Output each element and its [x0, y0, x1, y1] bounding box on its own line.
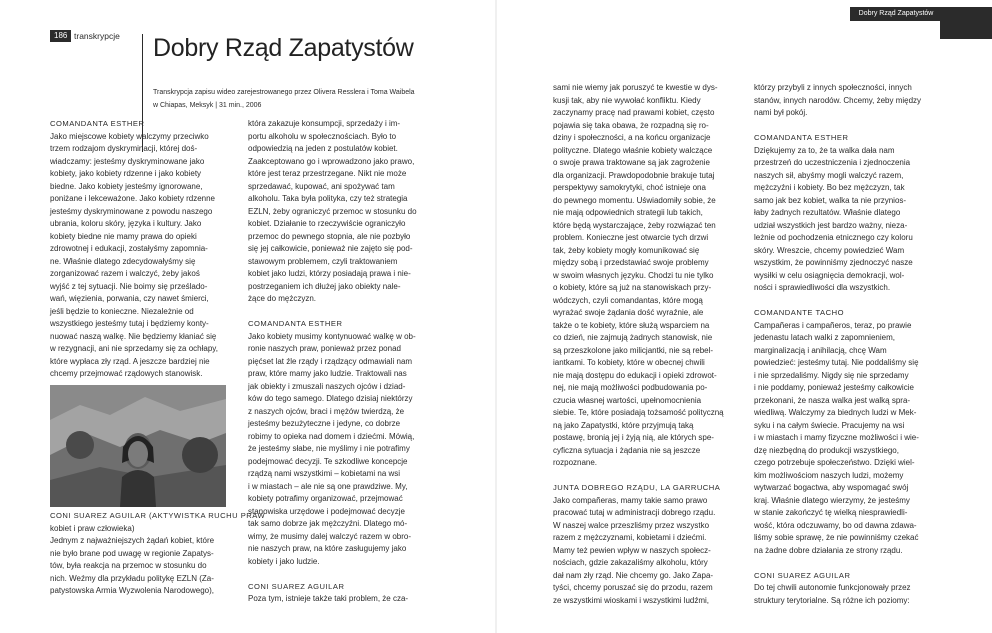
text-line: wość, która odczuwamy, bo od dawna zdawa-: [754, 520, 917, 530]
text-line: udział wszystkich jest bardzo ważny, nieza-: [754, 220, 908, 230]
text-column-3: [553, 82, 743, 607]
text-line: jesteśmy bezużyteczne i jedyne, co dobrze: [248, 419, 401, 428]
text-line: Mamy też pewien wpływ w naszych społecz-: [553, 545, 711, 555]
speaker-name: COMANDANTA ESTHER: [50, 119, 145, 128]
text-line: samo jak bez kobiet, walka ta nie przynios-: [754, 195, 907, 205]
paragraph-gap: [553, 470, 743, 483]
text-line: tak samo dobrze jak mężczyźni. Dlatego mó-: [248, 519, 408, 528]
text-line: nie było brane pod uwagę w regionie Zapatys-: [50, 548, 214, 558]
text-line: ronie naszych praw, ponieważ przez ponad: [248, 344, 401, 353]
text-line: stanów, innych narodów. Chcemy, żeby między: [754, 95, 922, 105]
text-line: stawowym problemem, czyli traktowaniem: [248, 256, 398, 266]
paragraph-gap: [754, 295, 944, 308]
text-line: postrzeganiem ich dłużej jako obiekty nale-: [248, 281, 401, 291]
text-line: rozpoznane.: [553, 458, 598, 467]
text-line: cyficzna sytuacja i żądania nie są jeszcze: [553, 445, 701, 455]
text-line: wań, więzienia, porwania, czy nawet śmierci,: [50, 294, 209, 303]
text-line: wyrażać swoje żądania dość wyraźnie, ale: [553, 308, 704, 317]
text-line: w stanie zakończyć tę wielką niesprawiedli-: [754, 508, 908, 517]
text-line: zorganizować razem i walczyć, żeby jakoś: [50, 269, 200, 278]
page-gutter: [495, 0, 497, 633]
text-line: nie mają dostępu do edukacji i opieki zdrowot-: [553, 370, 717, 380]
section-name: transkrypcje: [74, 31, 120, 41]
text-line: się jej całkowicie, ponieważ nie zajęto się pod-: [248, 244, 413, 253]
text-line: ze wszystkimi wioskami i wszystkimi ludźmi,: [553, 595, 710, 605]
text-column-4: [754, 82, 944, 607]
text-line: nościach, gdzie zakazaliśmy alkoholu, który: [553, 558, 708, 567]
text-line: są przeszkolone jako milicjantki, nie są rebel-: [553, 345, 714, 355]
text-line: z naszych ojców, braci i mężów twierdzą, że: [248, 406, 405, 416]
text-line: do pewnego momentu. Uświadomiły sobie, że: [553, 195, 716, 205]
text-line: ków do tego samego. Dlatego dzisiaj niektórzy: [248, 394, 413, 403]
text-line: tów, była reakcja na przemoc w stosunku do: [50, 561, 207, 570]
text-line: czego potrzebuje społeczeństwo. Dzięki wiel-: [754, 458, 915, 467]
text-line: mężczyźni i kobiety. Bo bez mężczyzn, tak: [754, 183, 905, 192]
text-line: które wypłaca zły rząd. A jeszcze bardziej nie: [50, 356, 210, 366]
text-line: na żadne dobre działania ze strony rządu.: [754, 545, 903, 555]
text-line: kobiet i praw człowieka): [50, 523, 135, 533]
text-line: i w miastach – ale nie są one prawdziwe. My,: [248, 481, 408, 491]
text-line: biedne. Jako kobiety jesteśmy ignorowane,: [50, 181, 203, 191]
paragraph-gap: [754, 557, 944, 570]
text-line: zdrowotnej i edukacji, zostałyśmy zapomnia-: [50, 244, 208, 253]
text-line: kobiet. Działanie to rzeczywiście ograniczyło: [248, 219, 406, 228]
text-line: o swoje prawa traktowane są jak zagrożenie: [553, 158, 710, 167]
text-line: tak, żeby kobiety mogły komunikować się: [553, 245, 700, 255]
text-column-1-bottom: [50, 510, 266, 598]
photo-woman-portrait-icon: [50, 385, 226, 507]
text-line: sami nie wiemy jak poruszyć te kwestie w dys-: [553, 83, 718, 92]
text-line: odpowiedzią na jeden z postulatów kobiet.: [248, 144, 398, 153]
text-line: portu alkoholu w społecznościach. Było to: [248, 131, 397, 141]
text-line: Dziękujemy za to, że ta walka dała nam: [754, 145, 895, 155]
text-line: patystowska Armia Wyzwolenia Narodowego),: [50, 586, 214, 595]
text-line: razem z mężczyznami, kobietami i dziećmi.: [553, 533, 707, 542]
text-line: syku i na całym świecie. Pracujemy na wsi: [754, 420, 905, 430]
text-line: siebie. Te, które posiadają tożsamość polityczną: [553, 408, 724, 417]
text-line: nie naszych praw, na które zasługujemy jako: [248, 544, 407, 553]
text-line: dziny i społeczności, a na końcu organizacje: [553, 133, 711, 142]
text-line: robimy to opieka nad domem i dziećmi. Mówią,: [248, 431, 415, 441]
text-line: co dzień, nie zajmują żadnych stanowisk, nie: [553, 333, 713, 342]
text-line: wszystkiego jesteśmy tutaj i będziemy konty-: [50, 319, 209, 328]
portrait-photo: [50, 385, 226, 507]
page-tab: [940, 7, 992, 39]
text-line: podejmować decyzji. Te szkodliwe koncepcje: [248, 456, 408, 466]
text-line: ubrania, koloru skóry, języka i kultury. Jako: [50, 219, 202, 228]
speaker-name: CONI SUAREZ AGUILAR: [754, 570, 851, 580]
text-line: iantkami. To kobiety, które w obecnej chwili: [553, 358, 705, 367]
paragraph-gap: [248, 306, 438, 319]
text-line: kobiet jako ludzi, którzy posiadają prawa i nie-: [248, 269, 411, 278]
text-line: przekonani, że nasza walka jest walką spra-: [754, 395, 911, 405]
text-line: kusji tak, aby nie wywołać konfliktu. Kiedy: [553, 95, 701, 105]
text-line: Do tej chwili autonomie funkcjonowały przez: [754, 583, 911, 592]
text-line: nie mają odpowiednich strategii lub takich,: [553, 208, 703, 217]
speaker-name: COMANDANTA ESTHER: [754, 133, 849, 142]
text-column-1: [50, 118, 238, 381]
text-line: kraj. Właśnie dlatego wierzymy, że jesteśmy: [754, 495, 910, 505]
text-line: w swoim własnych języku. Chodzi tu nie tylko: [553, 270, 714, 280]
paragraph-gap: [754, 120, 944, 133]
running-head: Dobry Rząd Zapatystów: [850, 7, 942, 21]
text-line: jeśli będzie to konieczne. Niezależnie od: [50, 306, 194, 316]
text-line: postawę, bronią jej i żyją nią, ale których spe-: [553, 433, 714, 442]
text-line: poniżane i lekceważone. Jako kobiety rdzenne: [50, 194, 215, 203]
text-line: polityczne. Dlatego właśnie kobiety walczące: [553, 145, 713, 155]
text-line: chcemy przejmować rządowych stanowisk.: [50, 369, 203, 378]
text-line: rządzą nami wszystkimi – kobietami na wsi: [248, 469, 401, 478]
text-line: nami był pokój.: [754, 108, 808, 117]
text-line: EZLN, żeby ograniczyć przemoc w stosunku do: [248, 206, 417, 216]
text-line: między sobą i przedstawiać swoje problemy: [553, 258, 709, 267]
speaker-name: COMANDANTE TACHO: [754, 308, 844, 317]
text-line: kim możliwościom naszych ludzi, możemy: [754, 470, 904, 480]
text-line: które będą wystarczające, żeby rozwiązać ten: [553, 220, 716, 230]
text-line: tyści, chcemy poruszać się do przodu, razem: [553, 583, 713, 592]
text-line: dla organizacji. Prawdopodobnie brakuje tutaj: [553, 170, 715, 180]
text-line: kobiety potrafimy organizować, przejmować: [248, 494, 403, 503]
text-line: czucia własnej wartości, upełnomocnienia: [553, 395, 702, 405]
text-line: żące do mężczyzn.: [248, 294, 317, 303]
text-line: ną jako Zapatystki, które przyjmują taką: [553, 420, 694, 430]
text-line: wiedliwą. Walczymy za biednych ludzi w Mek-: [754, 408, 917, 417]
text-line: Jako kobiety musimy kontynuować walkę w ob-: [248, 331, 416, 341]
text-line: pojawia się taka obawa, że rozpadną się ro-: [553, 120, 709, 130]
page-number: 186: [50, 30, 71, 42]
text-line: zaczynamy pracę nad prawami kobiet, często: [553, 108, 715, 117]
text-line: naszych sił, abyśmy mogli walczyć razem,: [754, 170, 904, 180]
text-line: stanowiska urzędowe i podejmować decyzje: [248, 506, 405, 516]
text-line: Jednym z najważniejszych żądań kobiet, które: [50, 536, 215, 545]
text-line: o kobiety, które są już na stanowiskach przy-: [553, 283, 712, 292]
text-line: Jako miejscowe kobiety walczymy przeciwko: [50, 131, 209, 141]
speaker-name: CONI SUAREZ AGUILAR: [248, 581, 345, 591]
speaker-name: COMANDANTA ESTHER: [248, 319, 343, 328]
text-line: nej, nie mają możliwości podbudowania po-: [553, 383, 708, 392]
intro-line: Transkrypcja zapisu wideo zarejestrowanego przez Olivera Resslera i Toma Waibela: [153, 89, 415, 96]
text-line: w rezygnacji, ani nie sprzedamy się za ochłapy,: [50, 344, 218, 353]
text-line: dzę niezbędną do produkcji wszystkiego,: [754, 445, 899, 455]
speaker-name: CONI SUAREZ AGUILAR (AKTYWISTKA RUCHU PRAW: [50, 511, 266, 520]
text-line: sprzedawać, kupować, ani spożywać tam: [248, 181, 395, 191]
text-line: alkoholu. Taka była polityka, czy też strategia: [248, 194, 408, 203]
text-line: ności i sprawiedliwości dla wszystkich.: [754, 283, 891, 292]
text-line: pracować tutaj w administracji dobrego rządu.: [553, 508, 716, 517]
text-line: struktury terytorialne. Są różne ich poziomy:: [754, 595, 910, 605]
intro-text: [153, 87, 443, 112]
text-line: Jako compañeras, mamy takie samo prawo: [553, 495, 708, 505]
text-line: i nie poddamy, ponieważ jesteśmy całkowicie: [754, 383, 914, 392]
text-column-2: [248, 118, 438, 606]
text-line: przestrzeń do uczestniczenia i zjednoczenia: [754, 158, 911, 167]
text-line: leżnie od pochodzenia etnicznego czy koloru: [754, 233, 913, 242]
text-line: praw, które mamy jako ludzie. Traktowali nas: [248, 369, 407, 378]
text-line: że jesteśmy słabe, nie myślimy i nie potrafimy: [248, 444, 410, 453]
text-line: marginalizacją i anihilacją, chcę Wam: [754, 345, 887, 355]
paragraph-gap: [248, 568, 438, 581]
text-line: łaby żadnych rezultatów. Właśnie dlatego: [754, 208, 901, 217]
text-line: wiadczamy: jesteśmy dyskryminowane jako: [50, 156, 205, 166]
text-line: Zaakceptowano go i wprowadzono jako prawo,: [248, 156, 415, 166]
text-line: skóry. Wreszcie, chcemy powiedzieć Wam: [754, 245, 905, 255]
text-line: dał nam zły rząd. Nie chcemy go. Jako Zapa-: [553, 570, 714, 580]
text-line: jesteśmy dyskryminowane z powodu naszego: [50, 206, 213, 216]
text-line: kobiety, jako kobiety rdzenne i jako kobiety: [50, 169, 202, 178]
text-line: nich. Weźmy dla przykładu politykę EZLN (Za-: [50, 573, 214, 583]
text-line: trzem rodzajom dyskryminacji, której doś-: [50, 144, 198, 153]
text-line: także o te kobiety, które służą wsparciem na: [553, 320, 710, 330]
text-line: ne. Właśnie dlatego zdecydowałyśmy się: [50, 256, 196, 266]
text-line: nuować naszą walkę. Nie będziemy kłaniać się: [50, 331, 217, 341]
text-line: W naszej walce przeszliśmy przez wszystko: [553, 520, 710, 530]
text-line: wysiłki w celu osiągnięcia demokracji, wol-: [754, 270, 905, 280]
speaker-name: JUNTA DOBREGO RZĄDU, LA GARRUCHA: [553, 483, 721, 492]
text-line: perspektywy samokrytyki, choć istnieje ona: [553, 183, 706, 192]
text-line: wimy, że musimy dalej walczyć razem w obro-: [248, 531, 411, 541]
text-line: która zakazuje konsumpcji, sprzedaży i im-: [248, 119, 401, 128]
text-line: pięćset lat źle rządy i rządzący odmawiali nam: [248, 356, 413, 366]
text-line: wódczych, czyli comandantas, które mogą: [553, 295, 703, 305]
text-line: powiedzieć: jesteśmy tutaj. Nie poddaliśmy się: [754, 358, 919, 367]
text-line: które jest teraz przestrzegane. Nikt nie może: [248, 169, 407, 178]
text-line: przemoc do pewnego stopnia, ale nie pozbyło: [248, 231, 411, 241]
text-line: Campañeras i campañeros, teraz, po prawie: [754, 320, 912, 330]
text-line: jak obiekty i zmuszali naszych ojców i dziad-: [248, 381, 406, 391]
text-line: jedenastu latach walki z zapomnieniem,: [754, 333, 895, 342]
text-line: problem. Konieczne jest otwarcie tych drzwi: [553, 233, 709, 242]
text-line: i w miastach i mamy fizyczne możliwości i wie-: [754, 433, 919, 442]
text-line: kobiety i jako ludzie.: [248, 556, 320, 566]
intro-line: w Chiapas, Meksyk | 31 min., 2006: [153, 101, 262, 109]
text-line: wytwarzać bogactwa, aby wspomagać swój: [754, 483, 909, 492]
text-line: i nie sprzedaliśmy. Nigdy się nie sprzedamy: [754, 370, 909, 380]
text-line: wyjść z tej sytuacji. Nie boimy się prześlado-: [50, 281, 208, 291]
text-line: którzy przybyli z innych społeczności, innych: [754, 83, 912, 92]
text-line: Poza tym, istnieje także taki problem, że cza-: [248, 594, 409, 603]
page-title: Dobry Rząd Zapatystów: [153, 34, 414, 62]
text-line: wszystkim, że powinniśmy zjednoczyć nasze: [754, 258, 913, 267]
text-line: kobiety biedne nie mamy prawa do opieki: [50, 231, 197, 241]
text-line: liśmy sobie sprawę, że nie powinniśmy czekać: [754, 533, 919, 542]
